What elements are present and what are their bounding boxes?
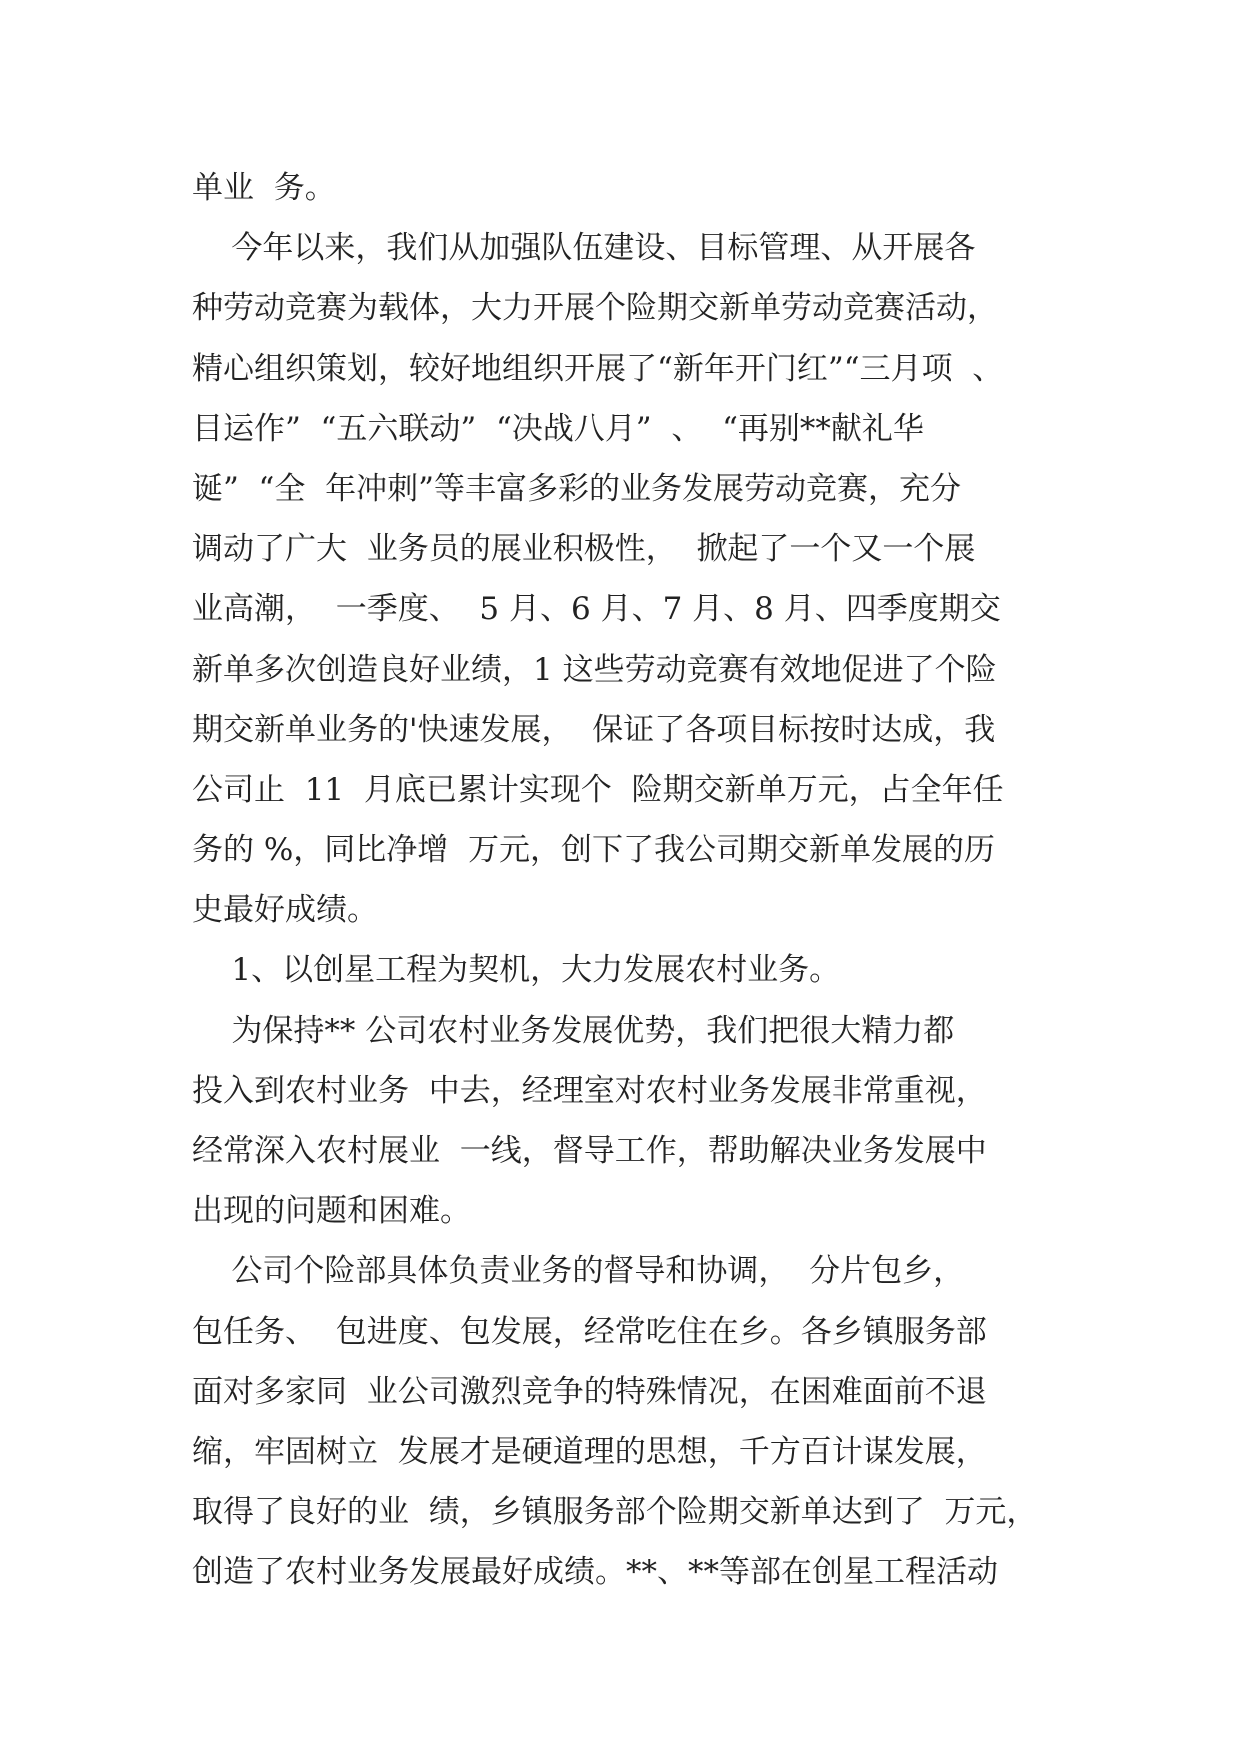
text-line: 公司个险部具体负责业务的督导和协调， 分片包乡， [192,1253,965,1290]
text-line: 精心组织策划，较好地组织开展了“新年开门红”“三月项 、 [192,350,1004,387]
text-line: 出现的问题和困难。 [192,1193,471,1230]
text-line: 取得了良好的业 绩，乡镇服务部个险期交新单达到了 万元， [192,1494,1038,1531]
text-line: 种劳动竞赛为载体，大力开展个险期交新单劳动竞赛活动， [192,290,998,327]
text-line: 经常深入农村展业 一线，督导工作，帮助解决业务发展中 [192,1133,987,1169]
text-line: 投入到农村业务 中去，经理室对农村业务发展非常重视， [192,1072,987,1109]
text-line: 今年以来，我们从加强队伍建设、目标管理、从开展各 [192,230,976,267]
text-line: 诞” “全 年冲刺”等丰富多彩的业务发展劳动竞赛，充分 [192,470,961,507]
text-line: 业高潮， 一季度、 5 月、6 月、7 月、8 月、四季度期交 [192,591,1001,628]
body-text [192,158,1052,1603]
text-line: 务的 %，同比净增 万元，创下了我公司期交新单发展的历 [192,832,996,869]
text-line: 史最好成绩。 [192,892,378,929]
text-line: 目运作” “五六联动” “决战八月” 、 “再别**献礼华 [192,410,924,447]
text-line: 面对多家同 业公司激烈竞争的特殊情况，在困难面前不退 [192,1373,987,1410]
text-line: 单业 务。 [192,170,336,206]
text-line: 期交新单业务的'快速发展， 保证了各项目标按时达成，我 [192,711,996,748]
text-line: 创造了农村业务发展最好成绩。**、**等部在创星工程活动 [192,1554,998,1591]
text-line: 调动了广大 业务员的展业积极性， 掀起了一个又一个展 [192,531,976,568]
text-line: 为保持** 公司农村业务发展优势，我们把很大精力都 [192,1012,955,1049]
section-heading: 1、以创星工程为契机，大力发展农村业务。 [192,952,841,989]
text-line: 新单多次创造良好业绩，1 这些劳动竞赛有效地促进了个险 [192,651,997,688]
text-line: 包任务、 包进度、包发展，经常吃住在乡。各乡镇服务部 [192,1313,987,1350]
text-line: 公司止 11 月底已累计实现个 险期交新单万元，占全年任 [192,771,1004,808]
text-line: 缩，牢固树立 发展才是硬道理的思想，千方百计谋发展， [192,1433,987,1470]
